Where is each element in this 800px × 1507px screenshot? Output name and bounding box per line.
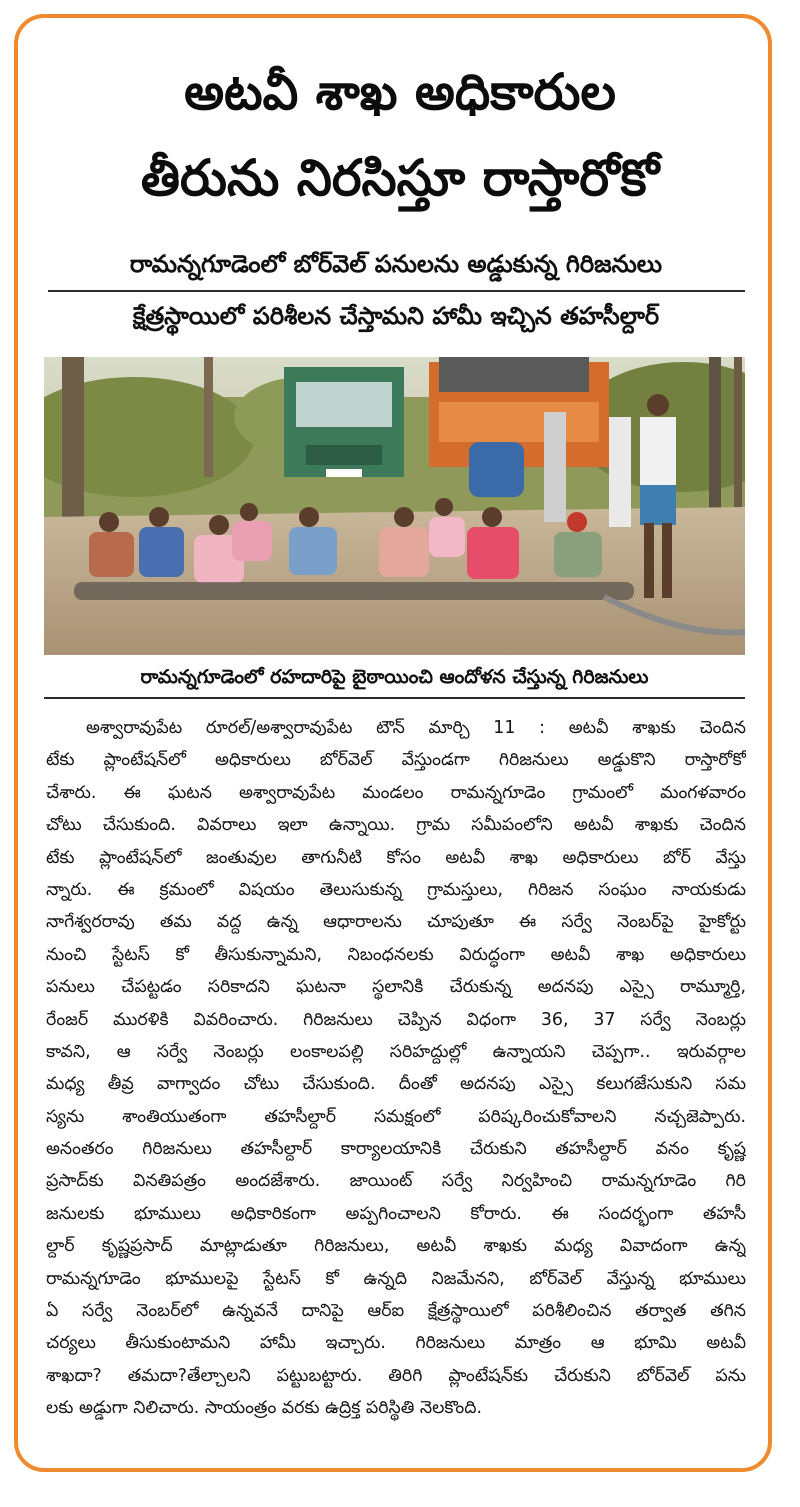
article-line: చోటు చేసుకుంది. వివరాలు ఇలా ఉన్నాయి. గ్రామ సమీపంలోని అటవీ శాఖకు చెందిన: [46, 815, 746, 836]
article-line: జనులకు భూములు అధికారికంగా అప్పగించాలని కోరారు. ఈ సందర్భంగా తహసీ: [46, 1203, 746, 1224]
article-line: అశ్వారావుపేట రూరల్/అశ్వారావుపేట టౌన్ మార్చి 11 : అటవీ శాఖకు చెందిన: [86, 718, 746, 738]
protest-photo-illustration: [44, 357, 745, 655]
article-line: టేకు ప్లాంటేషన్‌లో అధికారులు బోర్‌వెల్ వేస్తుండగా గిరిజనులు అడ్డుకొని రాస్తారోకో: [46, 750, 746, 771]
headline-line-1: అటవీ శాఖ అధికారుల: [184, 63, 616, 121]
article-line: పనులు చేపట్టడం సరికాదని ఘటనా స్థలానికి చేరుకున్న అదనపు ఎస్సై రామ్మూర్తి,: [46, 977, 746, 998]
subhead-divider: [48, 290, 745, 292]
article-line: అనంతరం గిరిజనులు తహసీల్దార్ కార్యాలయానికి చేరుకుని తహసీల్దార్ వనం కృష్ణ: [46, 1139, 746, 1160]
article-line: టేకు ప్లాంటేషన్‌లో జంతువుల తాగునీటి కోసం అటవీ శాఖ అధికారులు బోర్ వేస్తు: [46, 847, 746, 868]
subhead-1: రామన్నగూడెంలో బోర్‌వెల్ పనులను అడ్డుకున్న గిరిజనులు: [129, 250, 663, 278]
headline-line-2: తీరును నిరసిస్తూ రాస్తారోకో: [140, 149, 660, 207]
caption-divider: [44, 697, 745, 699]
article-line: చర్యలు తీసుకుంటామని హామీ ఇచ్చారు. గిరిజనులు మాత్రం ఆ భూమి అటవీ: [46, 1333, 746, 1354]
photo-caption: రామన్నగూడెంలో రహదారిపై బైఠాయించి ఆందోళన చేస్తున్న గిరిజనులు: [140, 666, 649, 688]
article-line: శాఖదా? తమదా?తేల్చాలని పట్టుబట్టారు. తిరిగి ప్లాంటేషన్‌కు చేరుకుని బోర్‌వెల్ పను: [46, 1365, 746, 1386]
article-line: రేంజర్ మురళికి వివరించారు. గిరిజనులు చెప్పిన విధంగా 36, 37 సర్వే నెంబర్లు: [46, 1009, 746, 1030]
article-line: మధ్య తీవ్ర వాగ్వాదం చోటు చేసుకుంది. దీంతో అదనపు ఎస్సై కలుగజేసుకుని సమ: [46, 1074, 746, 1095]
article-line: కావని, ఆ సర్వే నెంబర్లు లంకాలపల్లి సరిహద్దుల్లో ఉన్నాయని చెప్పగా.. ఇరువర్గాల: [46, 1041, 746, 1062]
article-line: రామన్నగూడెం భూములపై స్టేటస్ కో ఉన్నది నిజమేనని, బోర్‌వెల్ వేస్తున్న భూములు: [46, 1268, 746, 1289]
article-line: ఏ సర్వే నెంబర్‌లో ఉన్నవనే దానిపై ఆర్ఐ క్షేత్రస్థాయిలో పరిశీలించిన తర్వాత తగిన: [46, 1301, 746, 1322]
article-line: స్యను శాంతియుతంగా తహసీల్దార్ సమక్షంలో పరిష్కరించుకోవాలని నచ్చజెప్పారు.: [46, 1106, 746, 1127]
news-photo: [44, 357, 745, 655]
article-line: న్నారు. ఈ క్రమంలో విషయం తెలుసుకున్న గ్రామస్తులు, గిరిజన సంఘం నాయకుడు: [46, 879, 746, 900]
article-line: నాగేశ్వరరావు తమ వద్ద ఉన్న ఆధారాలను చూపుతూ ఈ సర్వే నెంబర్‌పై హైకోర్టు: [46, 912, 746, 933]
subhead-2: క్షేత్రస్థాయిలో పరిశీలన చేస్తామని హామీ ఇచ్చిన తహసీల్దార్: [132, 302, 660, 330]
article-body: [46, 712, 746, 1425]
article-line: లకు అడ్డుగా నిలిచారు. సాయంత్రం వరకు ఉద్రిక్త పరిస్థితి నెలకొంది.: [46, 1398, 482, 1419]
article-line: ల్దార్ కృష్ణప్రసాద్ మాట్లాడుతూ గిరిజనులు, అటవీ శాఖకు మధ్య వివాదంగా ఉన్న: [46, 1236, 746, 1257]
article-line: నుంచి స్టేటస్ కో తీసుకున్నామని, నిబంధనలకు విరుద్ధంగా అటవీ శాఖ అధికారులు: [46, 944, 746, 965]
article-line: ప్రసాద్‌కు వినతిపత్రం అందజేశారు. జాయింట్ సర్వే నిర్వహించి రామన్నగూడెం గిరి: [46, 1171, 746, 1192]
article-line: చేశారు. ఈ ఘటన అశ్వారావుపేట మండలం రామన్నగూడెం గ్రామంలో మంగళవారం: [46, 782, 746, 803]
